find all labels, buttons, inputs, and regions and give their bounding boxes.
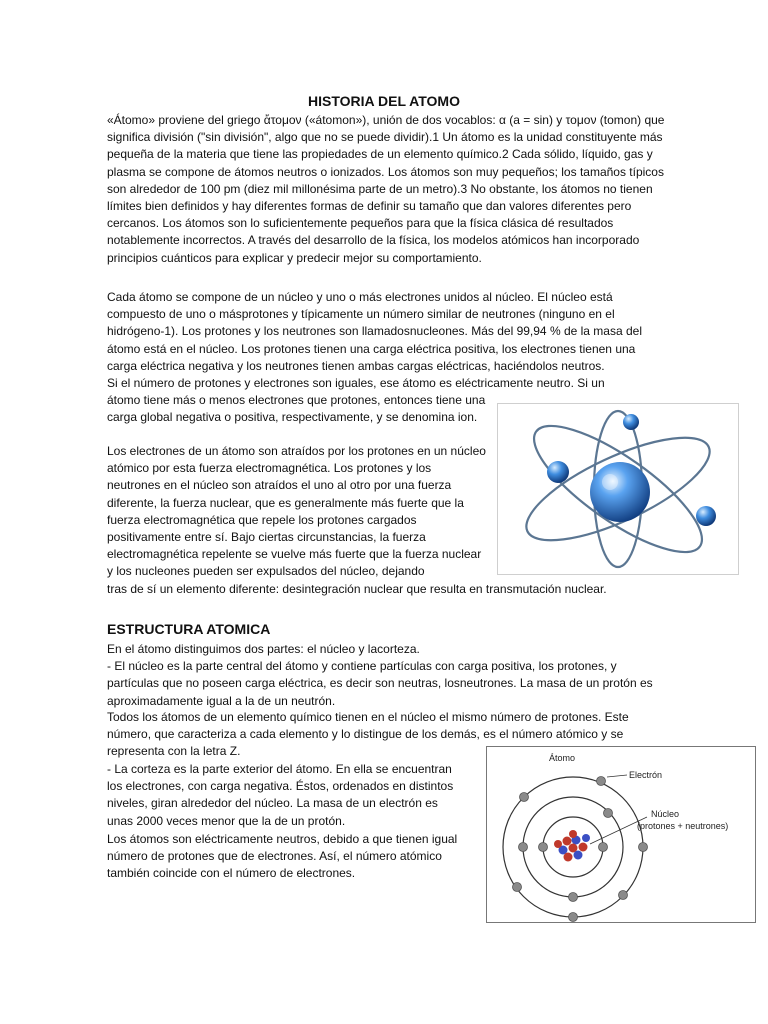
section-heading: ESTRUCTURA ATOMICA (107, 621, 271, 637)
nucleus-label: Núcleo (651, 809, 680, 819)
paragraph-parts: En el átomo distinguimos dos partes: el núcleo y lacorteza. - El núcleo es la parte central del átomo y contiene partículas con carga positiva, los protones, y partículas que no poseen carga eléctrica, es decir son neutras, losneutrones. La masa de un protón es aproximadamente igual a la de un neutrón. (107, 642, 653, 708)
paragraph-origin: «Átomo» proviene del griego ἄτομον («átomon»), unión de dos vocablos: α (a = sin) y τομον (tomon) que significa división ("sin división", algo que no se puede dividir).1 Un átomo es la unidad constituyente más pequeña de la materia que tiene las propiedades de un elemento químico.2 Cada sólido, líquido, gas y plasma se compone de átomos neutros o ionizados. Los átomos son muy pequeños; los tamaños típicos son alrededor de 100 pm (diez mil millonésima parte de un metro).3 No obstante, los átomos no tienen límites bien definidos y hay diferentes formas de definir su tamaño que dan valores diferentes pero cercanos. Los átomos son lo suficientemente pequeños para que la física clásica dé resultados notablemente incorrectos. A través del desarrollo de la física, los modelos atómicos han incorporado principios cuánticos para explicar y predecir mejor su comportamiento. (107, 113, 665, 265)
atom-3d-svg (498, 404, 738, 574)
electron-sphere (547, 461, 569, 483)
nucleus-sphere (590, 462, 650, 522)
paragraph-ion-text: átomo tiene más o menos electrones que protones, entonces tiene una carga global negativa o positiva, respectivamente, y se denomina ion. (107, 393, 486, 425)
electron-label: Electrón (629, 770, 663, 780)
atom-3d-illustration (497, 403, 739, 575)
paragraph-forces-text: Los electrones de un átomo son atraídos por los protones en un núcleo atómico por esta fuerza electromagnética. Los protones y los neutrones en el núcleo son atraídos el uno al otro por una fuerza diferente, la fuerza nuclear, que es generalmente más fuerte que la fuerza electromagnética que repele los protones cargados positivamente entre sí. Bajo ciertas circunstancias, la fuerza electromagnética repelente se vuelve más fuerte que la fuerza nuclear y los nucleones pueden ser expulsados del núcleo, dejando (107, 444, 486, 579)
electron-sphere (696, 506, 716, 526)
nucleus-sublabel: (protones + neutrones) (637, 821, 729, 831)
paragraph-forces-tail: tras de sí un elemento diferente: desintegración nuclear que resulta en transmutación nuclear. (107, 581, 607, 596)
paragraph-composition: Cada átomo se compone de un núcleo y uno o más electrones unidos al núcleo. El núcleo está compuesto de uno o másprotones y típicamente un número similar de neutrones (ninguno en el hidrógeno-1). Los protones y los neutrones son llamadosnucleones. Más del 99,94 % de la masa del átomo está en el núcleo. Los protones tienen una carga eléctrica positiva, los electrones tienen una carga eléctrica negativa y los neutrones tienen ambas cargas eléctricas, haciéndolos neutros. (107, 290, 642, 373)
paragraph-ion-line: Si el número de protones y electrones son iguales, ese átomo es eléctricamente neutro. Si un (107, 376, 605, 390)
paragraph-cortex: - La corteza es la parte exterior del átomo. En ella se encuentran los electrones, con carga negativa. Éstos, ordenados en distintos niveles, giran alrededor del núcleo. La masa de un electrón es unas 2000 veces menor que la de un protón. (107, 762, 454, 828)
nucleus-cluster (554, 830, 590, 862)
paragraph-neutral: Los átomos son eléctricamente neutros, debido a que tienen igual número de protones que de electrones. Así, el número atómico también coincide con el número de electrones. (107, 832, 458, 881)
atom-structure-diagram (486, 746, 756, 923)
electron-sphere (623, 414, 639, 430)
electron-pointer (607, 775, 627, 777)
page-title: HISTORIA DEL ATOMO (308, 93, 460, 109)
atom-label: Átomo (549, 753, 576, 763)
paragraph-atomic-number: Todos los átomos de un elemento químico tienen en el núcleo el mismo número de protones. Este número, que caracteriza a cada elemento y lo distingue de los demás, es el número atómico y se representa con la letra Z. (107, 710, 629, 759)
nucleus-highlight (602, 474, 618, 490)
atom-diagram-svg (487, 747, 755, 922)
